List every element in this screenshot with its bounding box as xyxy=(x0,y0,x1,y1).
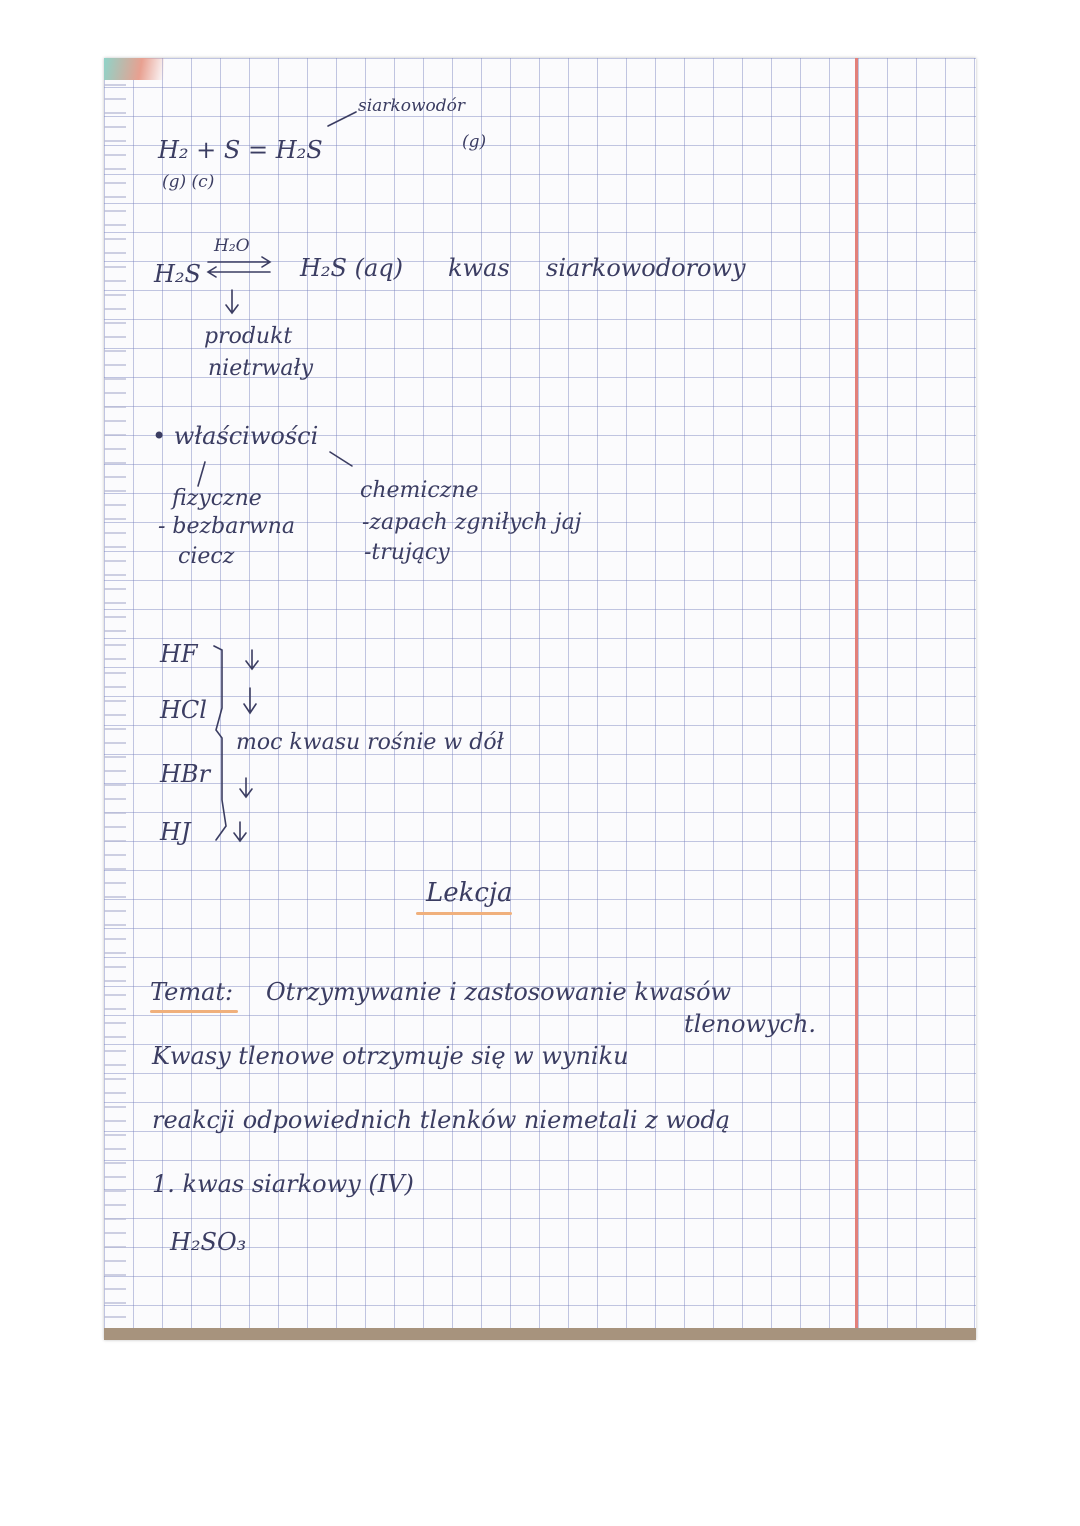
produkt-label: produkt xyxy=(204,324,293,349)
bezbarwna-label: - bezbarwna xyxy=(158,514,295,539)
kwas-word: kwas xyxy=(448,254,510,282)
h2s-aqueous: H₂S (aq) xyxy=(300,254,404,282)
reaction-1: H₂ + S = H₂S xyxy=(158,136,323,164)
body-line-1: Kwasy tlenowe otrzymuje się w wyniku xyxy=(152,1042,629,1070)
chemiczne-label: chemiczne xyxy=(360,478,479,503)
branch-chemical xyxy=(330,452,352,466)
wlasciwosci-label: • właściwości xyxy=(152,422,319,450)
formula-1: H₂SO₃ xyxy=(170,1228,247,1256)
down-arrow-2-icon xyxy=(244,688,256,713)
down-arrow-1-icon xyxy=(246,650,258,669)
brace-stroke xyxy=(214,646,226,840)
down-arrow xyxy=(226,290,238,313)
forward-arrow xyxy=(208,257,270,267)
lesson-heading: Lekcja xyxy=(426,878,513,908)
hj-label: HJ xyxy=(160,818,191,846)
hbr-label: HBr xyxy=(160,760,211,788)
zapach-label: -zapach zgniłych jaj xyxy=(362,510,582,535)
h2s-left: H₂S xyxy=(154,260,201,288)
fizyczne-label: fizyczne xyxy=(172,486,262,511)
temat-text-continued: tlenowych. xyxy=(684,1010,817,1038)
acid-name: siarkowodorowy xyxy=(546,254,746,282)
reaction-1-states: (g) (c) xyxy=(162,172,215,192)
acid-strength-note: moc kwasu rośnie w dół xyxy=(236,730,504,755)
nietrwaly-label: nietrwały xyxy=(208,356,314,381)
trujacy-label: -trujący xyxy=(364,540,450,565)
item-1: 1. kwas siarkowy (IV) xyxy=(152,1170,414,1198)
body-line-2: reakcji odpowiednich tlenków niemetali z wodą xyxy=(152,1106,731,1134)
ciecz-label: ciecz xyxy=(178,544,235,569)
temat-label: Temat: xyxy=(150,978,234,1006)
down-arrow-4-icon xyxy=(234,822,246,841)
gas-label-right: (g) xyxy=(462,132,487,152)
down-arrow-3-icon xyxy=(240,778,252,797)
hf-label: HF xyxy=(160,640,198,668)
temat-text: Otrzymywanie i zastosowanie kwasów xyxy=(266,978,732,1006)
connector-line xyxy=(328,112,356,126)
branch-physical xyxy=(198,462,205,486)
reverse-arrow xyxy=(208,267,270,277)
h2s-product-label: siarkowodór xyxy=(358,96,465,116)
h2o-over-arrow: H₂O xyxy=(214,236,250,256)
hcl-label: HCl xyxy=(160,696,207,724)
